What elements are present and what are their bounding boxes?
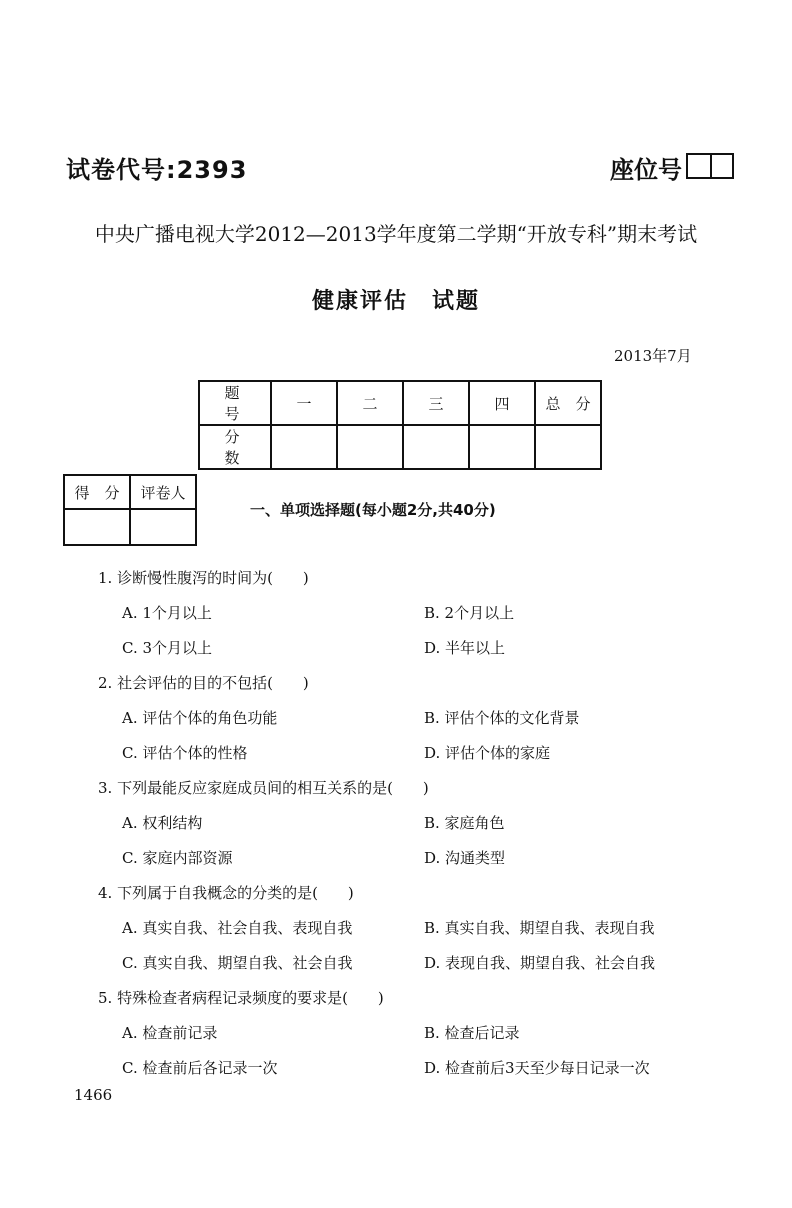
- score-table-header-label: 题 号: [199, 381, 271, 425]
- score-cell-total: [535, 425, 601, 469]
- grader-table-score-cell: [64, 509, 130, 545]
- exam-title: 中央广播电视大学2012—2013学年度第二学期“开放专科”期末考试: [94, 222, 698, 246]
- seat-number-label: 座位号: [610, 156, 682, 184]
- score-table-col-4: 四: [469, 381, 535, 425]
- question-option: A. 检查前记录: [122, 1024, 218, 1042]
- question-option: D. 表现自我、期望自我、社会自我: [424, 954, 656, 972]
- score-cell-2: [337, 425, 403, 469]
- section-title: 一、单项选择题(每小题2分,共40分): [250, 501, 496, 519]
- question-option: D. 评估个体的家庭: [424, 744, 551, 762]
- grader-table-grader-header: 评卷人: [130, 475, 196, 509]
- score-table-col-1: 一: [271, 381, 337, 425]
- page-number: 1466: [74, 1086, 113, 1104]
- question-option: D. 沟通类型: [424, 849, 506, 867]
- score-table-col-2: 二: [337, 381, 403, 425]
- question-stem: 5. 特殊检查者病程记录频度的要求是( ): [98, 989, 384, 1007]
- score-table-score-row: [199, 425, 601, 469]
- score-table-score-label: 分 数: [199, 425, 271, 469]
- grader-table: [63, 474, 197, 546]
- question-stem: 2. 社会评估的目的不包括( ): [98, 674, 309, 692]
- score-cell-1: [271, 425, 337, 469]
- question-option: B. 真实自我、期望自我、表现自我: [424, 919, 655, 937]
- grader-table-grader-cell: [130, 509, 196, 545]
- question-option: B. 家庭角色: [424, 814, 505, 832]
- question-option: A. 权利结构: [122, 814, 203, 832]
- grader-table-score-header: 得 分: [64, 475, 130, 509]
- score-table-col-total: 总 分: [535, 381, 601, 425]
- question-option: B. 检查后记录: [424, 1024, 520, 1042]
- question-option: A. 评估个体的角色功能: [122, 709, 278, 727]
- question-option: A. 1个月以上: [122, 604, 212, 622]
- score-table-col-3: 三: [403, 381, 469, 425]
- question-option: D. 半年以上: [424, 639, 506, 657]
- question-stem: 3. 下列最能反应家庭成员间的相互关系的是( ): [98, 779, 429, 797]
- question-option: B. 2个月以上: [424, 604, 515, 622]
- exam-date: 2013年7月: [614, 347, 692, 365]
- score-table: [198, 380, 602, 470]
- score-cell-3: [403, 425, 469, 469]
- score-cell-4: [469, 425, 535, 469]
- subject-title: 健康评估 试题: [311, 289, 480, 314]
- question-option: D. 检查前后3天至少每日记录一次: [424, 1059, 650, 1077]
- question-option: B. 评估个体的文化背景: [424, 709, 580, 727]
- score-table-header-row: [199, 381, 601, 425]
- question-stem: 1. 诊断慢性腹泻的时间为( ): [98, 569, 309, 587]
- question-option: C. 检查前后各记录一次: [122, 1059, 278, 1077]
- question-option: C. 家庭内部资源: [122, 849, 233, 867]
- question-option: C. 真实自我、期望自我、社会自我: [122, 954, 353, 972]
- paper-code: 试卷代号:2393: [66, 156, 248, 184]
- seat-number-box: [686, 153, 734, 179]
- question-stem: 4. 下列属于自我概念的分类的是( ): [98, 884, 354, 902]
- question-option: A. 真实自我、社会自我、表现自我: [122, 919, 353, 937]
- question-option: C. 评估个体的性格: [122, 744, 248, 762]
- question-option: C. 3个月以上: [122, 639, 213, 657]
